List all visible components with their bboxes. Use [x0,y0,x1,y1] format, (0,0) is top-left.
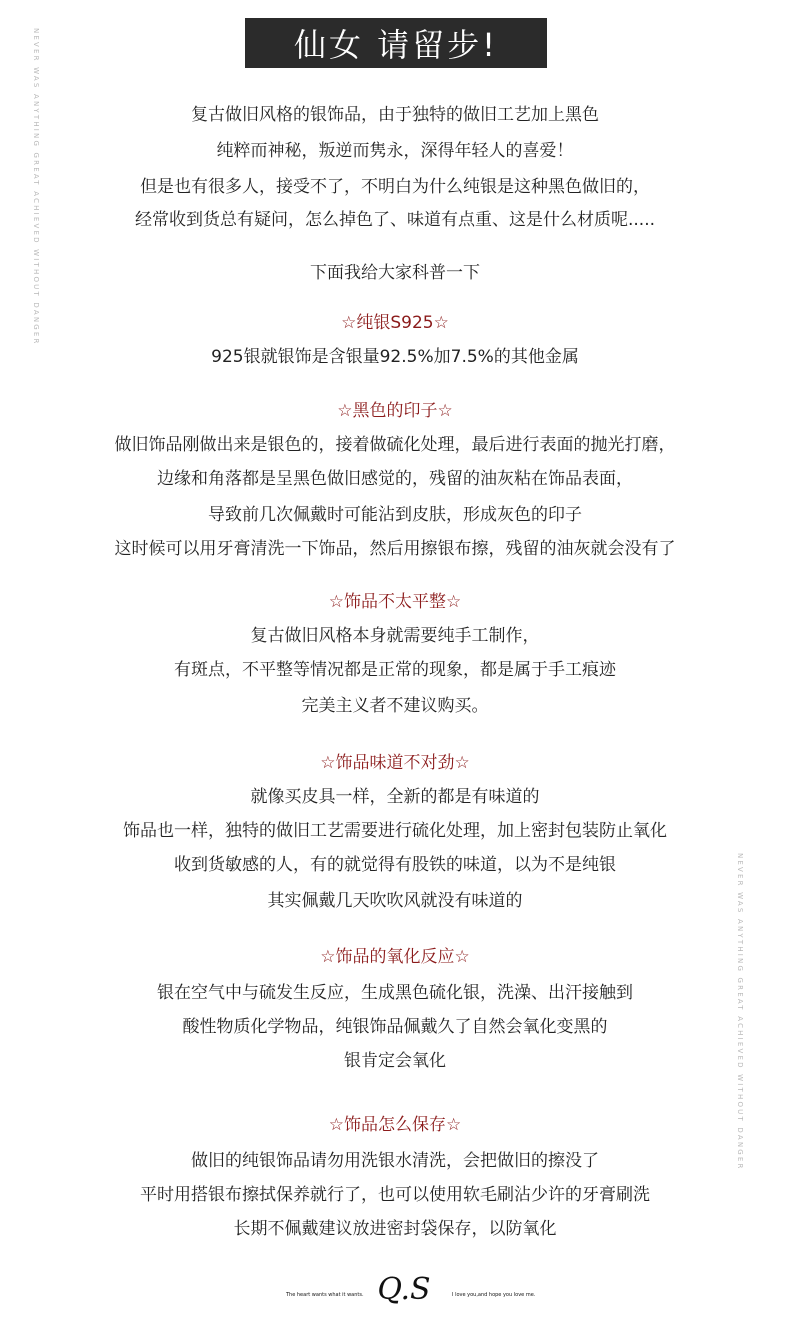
section-line: 复古做旧风格本身就需要纯手工制作， [250,626,540,646]
tagline-left: The heart wants what it wants. [286,1292,364,1298]
section-line: 就像买皮具一样，全新的都是有味道的 [250,787,540,807]
section-line: 边缘和角落都是呈黑色做旧感觉的，残留的油灰粘在饰品表面， [157,469,633,489]
section-line: 做旧饰品刚做出来是银色的，接着做硫化处理，最后进行表面的抛光打磨， [114,435,676,455]
section-line: 这时候可以用牙膏清洗一下饰品，然后用擦银布擦，残留的油灰就会没有了 [114,539,676,559]
side-text-right: NEVER WAS ANYTHING GREAT ACHIEVED WITHOUT DANGER [736,853,744,1171]
footer-logo [0,1270,790,1310]
tagline-right: I love you,and hope you love me. [452,1292,536,1298]
section-line: 银肯定会氧化 [344,1051,446,1071]
intro-line: 经常收到货总有疑问，怎么掉色了、味道有点重、这是什么材质呢..... [134,210,656,230]
section-line: 做旧的纯银饰品请勿用洗银水清洗，会把做旧的擦没了 [191,1151,599,1171]
section-line: 收到货敏感的人，有的就觉得有股铁的味道，以为不是纯银 [174,855,616,875]
section-line: 长期不佩戴建议放进密封袋保存，以防氧化 [233,1219,557,1239]
section-heading: ☆饰品不太平整☆ [328,592,462,612]
section-line: 有斑点，不平整等情况都是正常的现象，都是属于手工痕迹 [174,660,616,680]
section-line: 925银就银饰是含银量92.5%加7.5%的其他金属 [211,347,579,367]
page-title: 仙女 请留步! [293,26,498,64]
title-banner [245,18,547,68]
section-line: 饰品也一样，独特的做旧工艺需要进行硫化处理，加上密封包装防止氧化 [123,821,667,841]
section-line: 完美主义者不建议购买。 [301,696,489,716]
section-heading: ☆纯银S925☆ [341,313,449,333]
section-heading: ☆饰品味道不对劲☆ [320,753,470,773]
subtitle: 下面我给大家科普一下 [310,263,480,283]
section-line: 银在空气中与硫发生反应，生成黑色硫化银，洗澡、出汗接触到 [157,983,633,1003]
side-text-left: NEVER WAS ANYTHING GREAT ACHIEVED WITHOUT DANGER [32,28,40,346]
section-line: 平时用搭银布擦拭保养就行了，也可以使用软毛刷沾少许的牙膏刷洗 [140,1185,650,1205]
section-line: 其实佩戴几天吹吹风就没有味道的 [267,891,523,911]
intro-line: 纯粹而神秘，叛逆而隽永，深得年轻人的喜爱！ [216,141,574,161]
brand-logo [362,1270,446,1310]
section-line: 导致前几次佩戴时可能沾到皮肤，形成灰色的印子 [208,505,582,525]
section-line: 酸性物质化学物品，纯银饰品佩戴久了自然会氧化变黑的 [182,1017,608,1037]
section-heading: ☆饰品怎么保存☆ [328,1115,462,1135]
section-heading: ☆饰品的氧化反应☆ [320,947,470,967]
intro-line: 复古做旧风格的银饰品，由于独特的做旧工艺加上黑色 [191,105,599,125]
section-heading: ☆黑色的印子☆ [337,401,453,421]
logo-text: Q.S [377,1272,431,1307]
intro-line: 但是也有很多人，接受不了，不明白为什么纯银是这种黑色做旧的， [140,177,650,197]
